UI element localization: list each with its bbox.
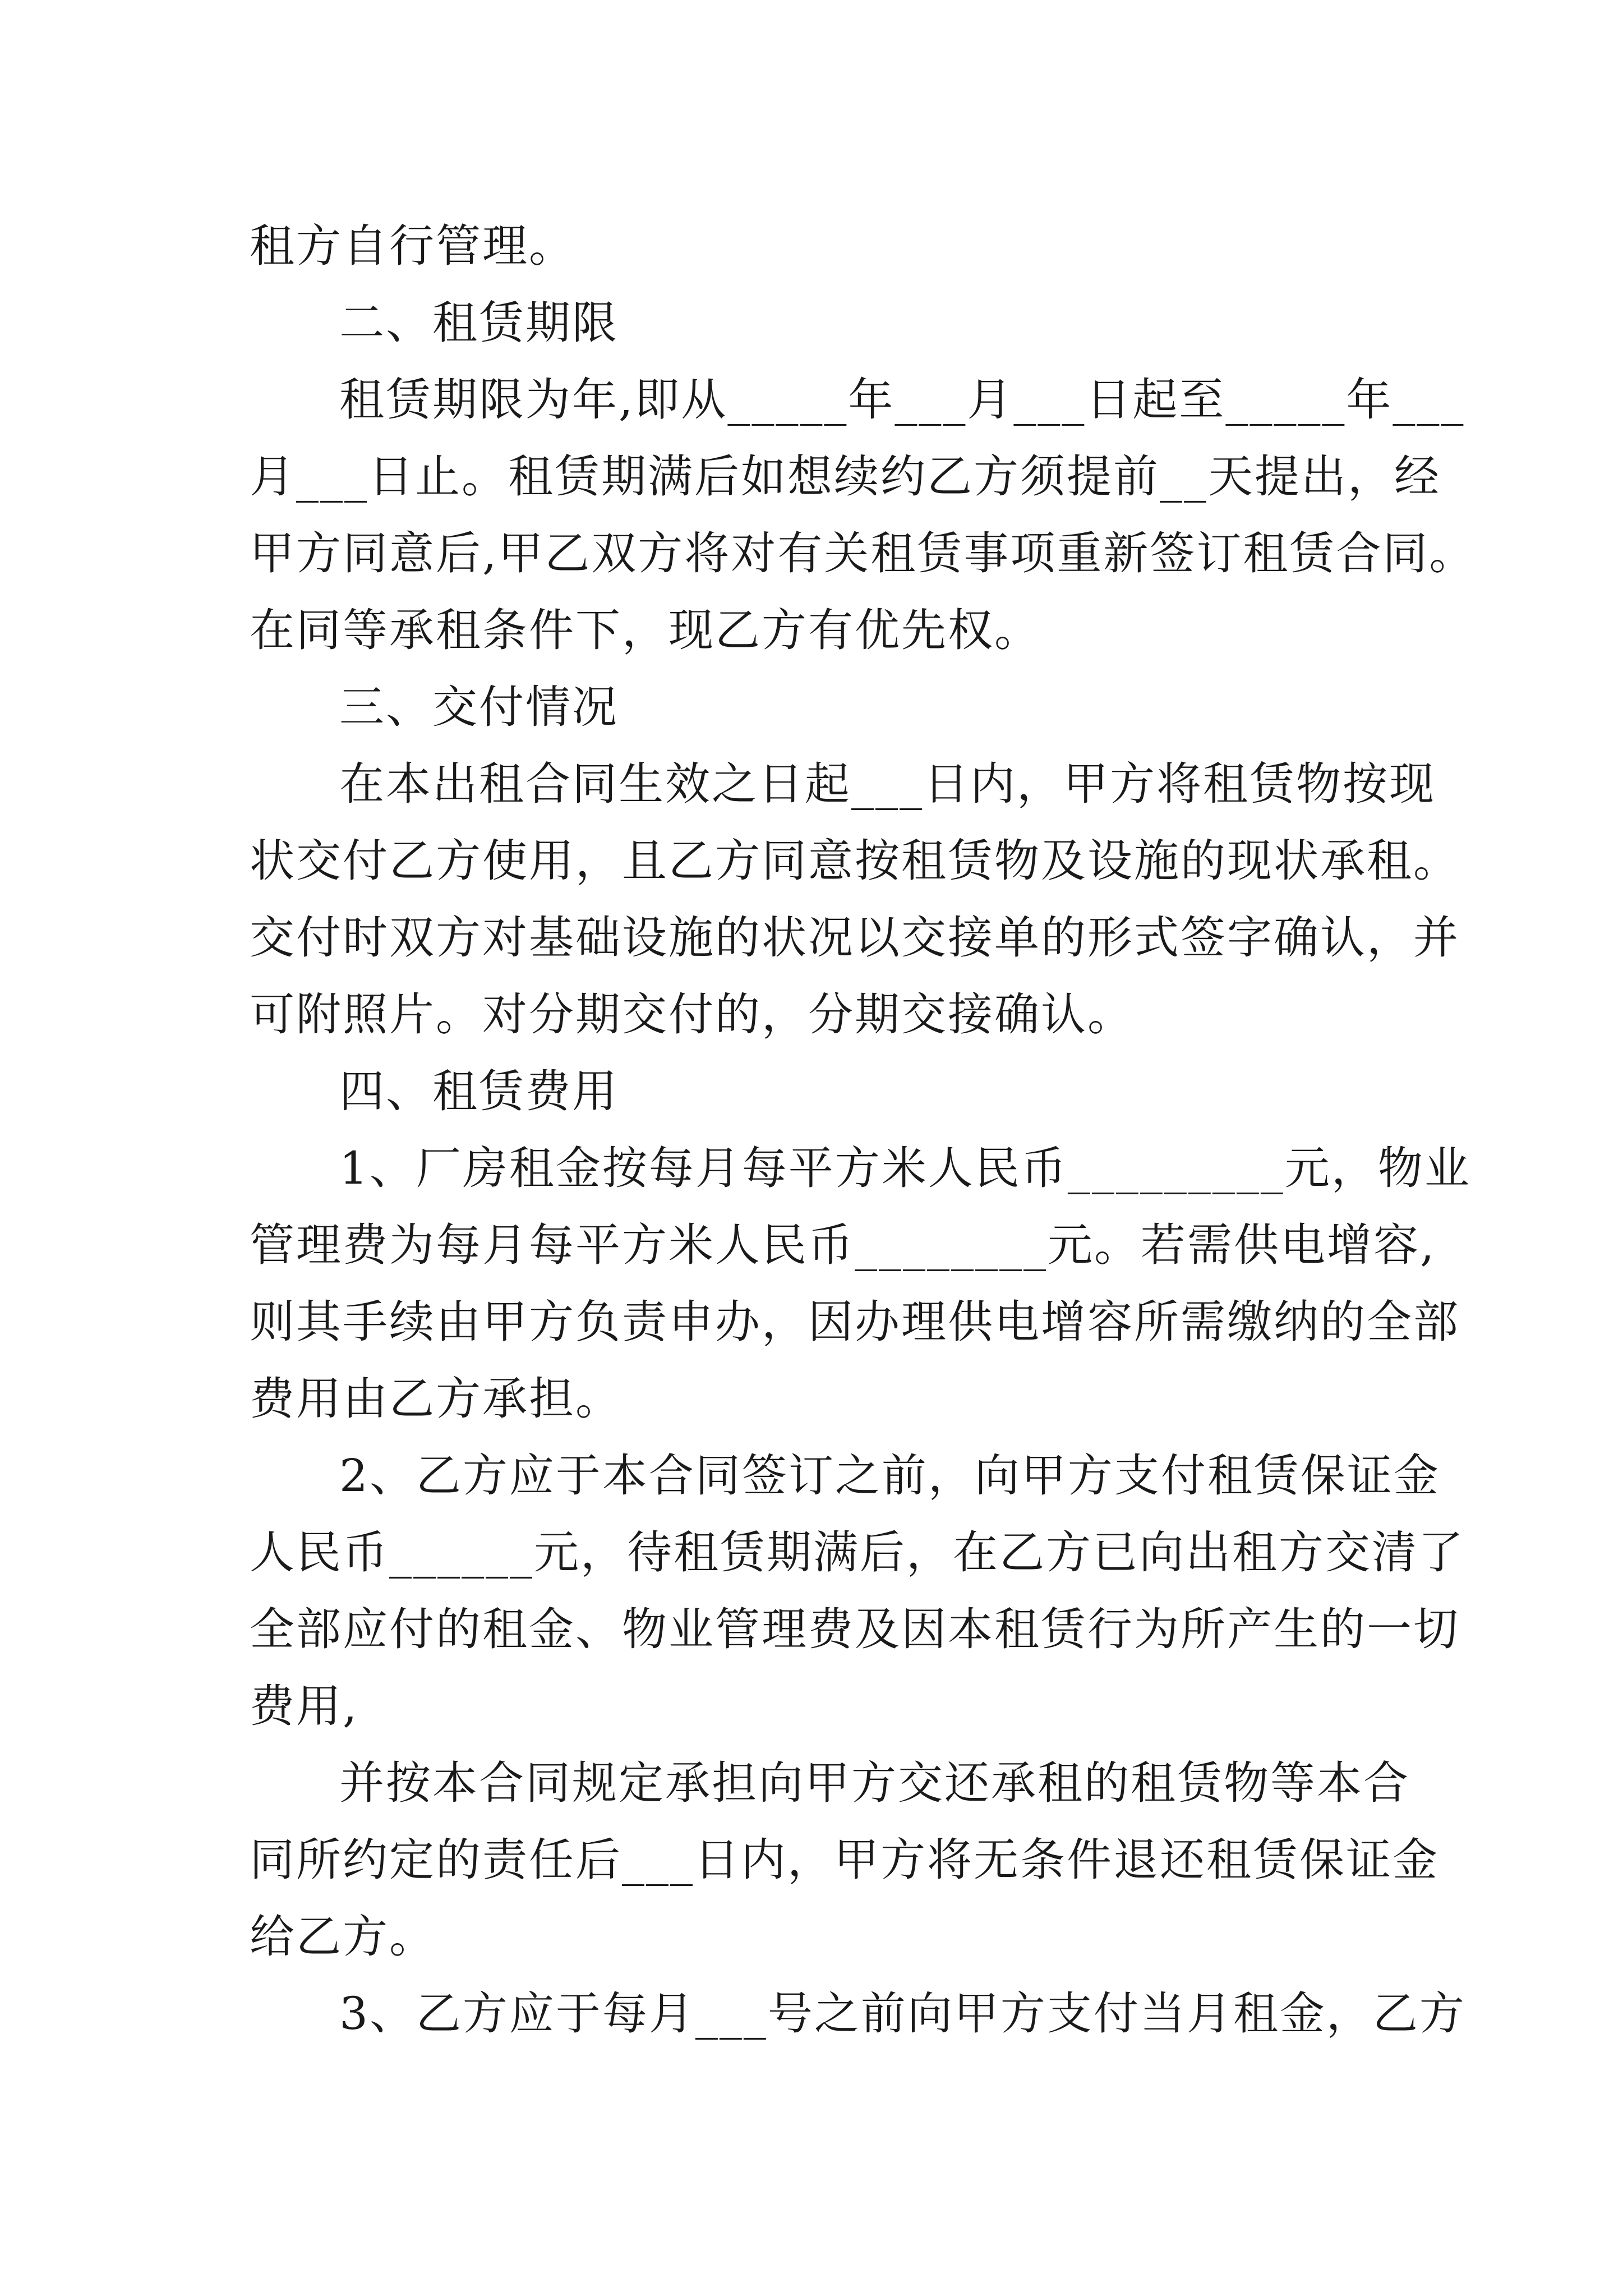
section-heading-lease-fees: 四、租赁费用 — [339, 1065, 619, 1117]
section-heading-lease-term: 二、租赁期限 — [339, 297, 619, 349]
line-24: 3、乙方应于每月___号之前向甲方支付当月租金，乙方 — [339, 1987, 1466, 2040]
line-11: 可附照片。对分期交付的，分期交接确认。 — [250, 988, 1134, 1041]
section-heading-delivery: 三、交付情况 — [339, 681, 619, 733]
line-20: 费用, — [250, 1680, 359, 1732]
line-04: 月___日止。租赁期满后如想续约乙方须提前__天提出，经 — [250, 450, 1441, 503]
line-21: 并按本合同规定承担向甲方交还承租的租赁物等本合 — [339, 1757, 1410, 1809]
line-09: 状交付乙方使用，且乙方同意按租赁物及设施的现状承租。 — [250, 835, 1460, 887]
line-18: 人民币______元，待租赁期满后，在乙方已向出租方交清了 — [250, 1526, 1465, 1579]
line-14: 管理费为每月每平方米人民币________元。若需供电增容, — [250, 1219, 1436, 1271]
document-body — [250, 208, 1476, 2052]
line-03: 租赁期限为年,即从_____年___月___日起至_____年___ — [339, 374, 1465, 426]
line-06: 在同等承租条件下，现乙方有优先权。 — [250, 604, 1041, 656]
line-22: 同所约定的责任后___日内，甲方将无条件退还租赁保证金 — [250, 1834, 1439, 1886]
line-16: 费用由乙方承担。 — [250, 1373, 622, 1425]
line-05: 甲方同意后,甲乙双方将对有关租赁事项重新签订租赁合同。 — [250, 527, 1476, 579]
line-17: 2、乙方应于本合同签订之前，向甲方支付租赁保证金 — [339, 1450, 1440, 1502]
line-15: 则其手续由甲方负责申办，因办理供电增容所需缴纳的全部 — [250, 1296, 1460, 1348]
line-19: 全部应付的租金、物业管理费及因本租赁行为所产生的一切 — [250, 1603, 1460, 1655]
line-10: 交付时双方对基础设施的状况以交接单的形式签字确认，并 — [250, 912, 1460, 964]
line-23: 给乙方。 — [250, 1911, 436, 1963]
line-13: 1、厂房租金按每月每平方米人民币_________元，物业 — [339, 1142, 1471, 1194]
line-08: 在本出租合同生效之日起___日内，甲方将租赁物按现 — [339, 758, 1436, 810]
line-01: 租方自行管理。 — [250, 220, 575, 272]
